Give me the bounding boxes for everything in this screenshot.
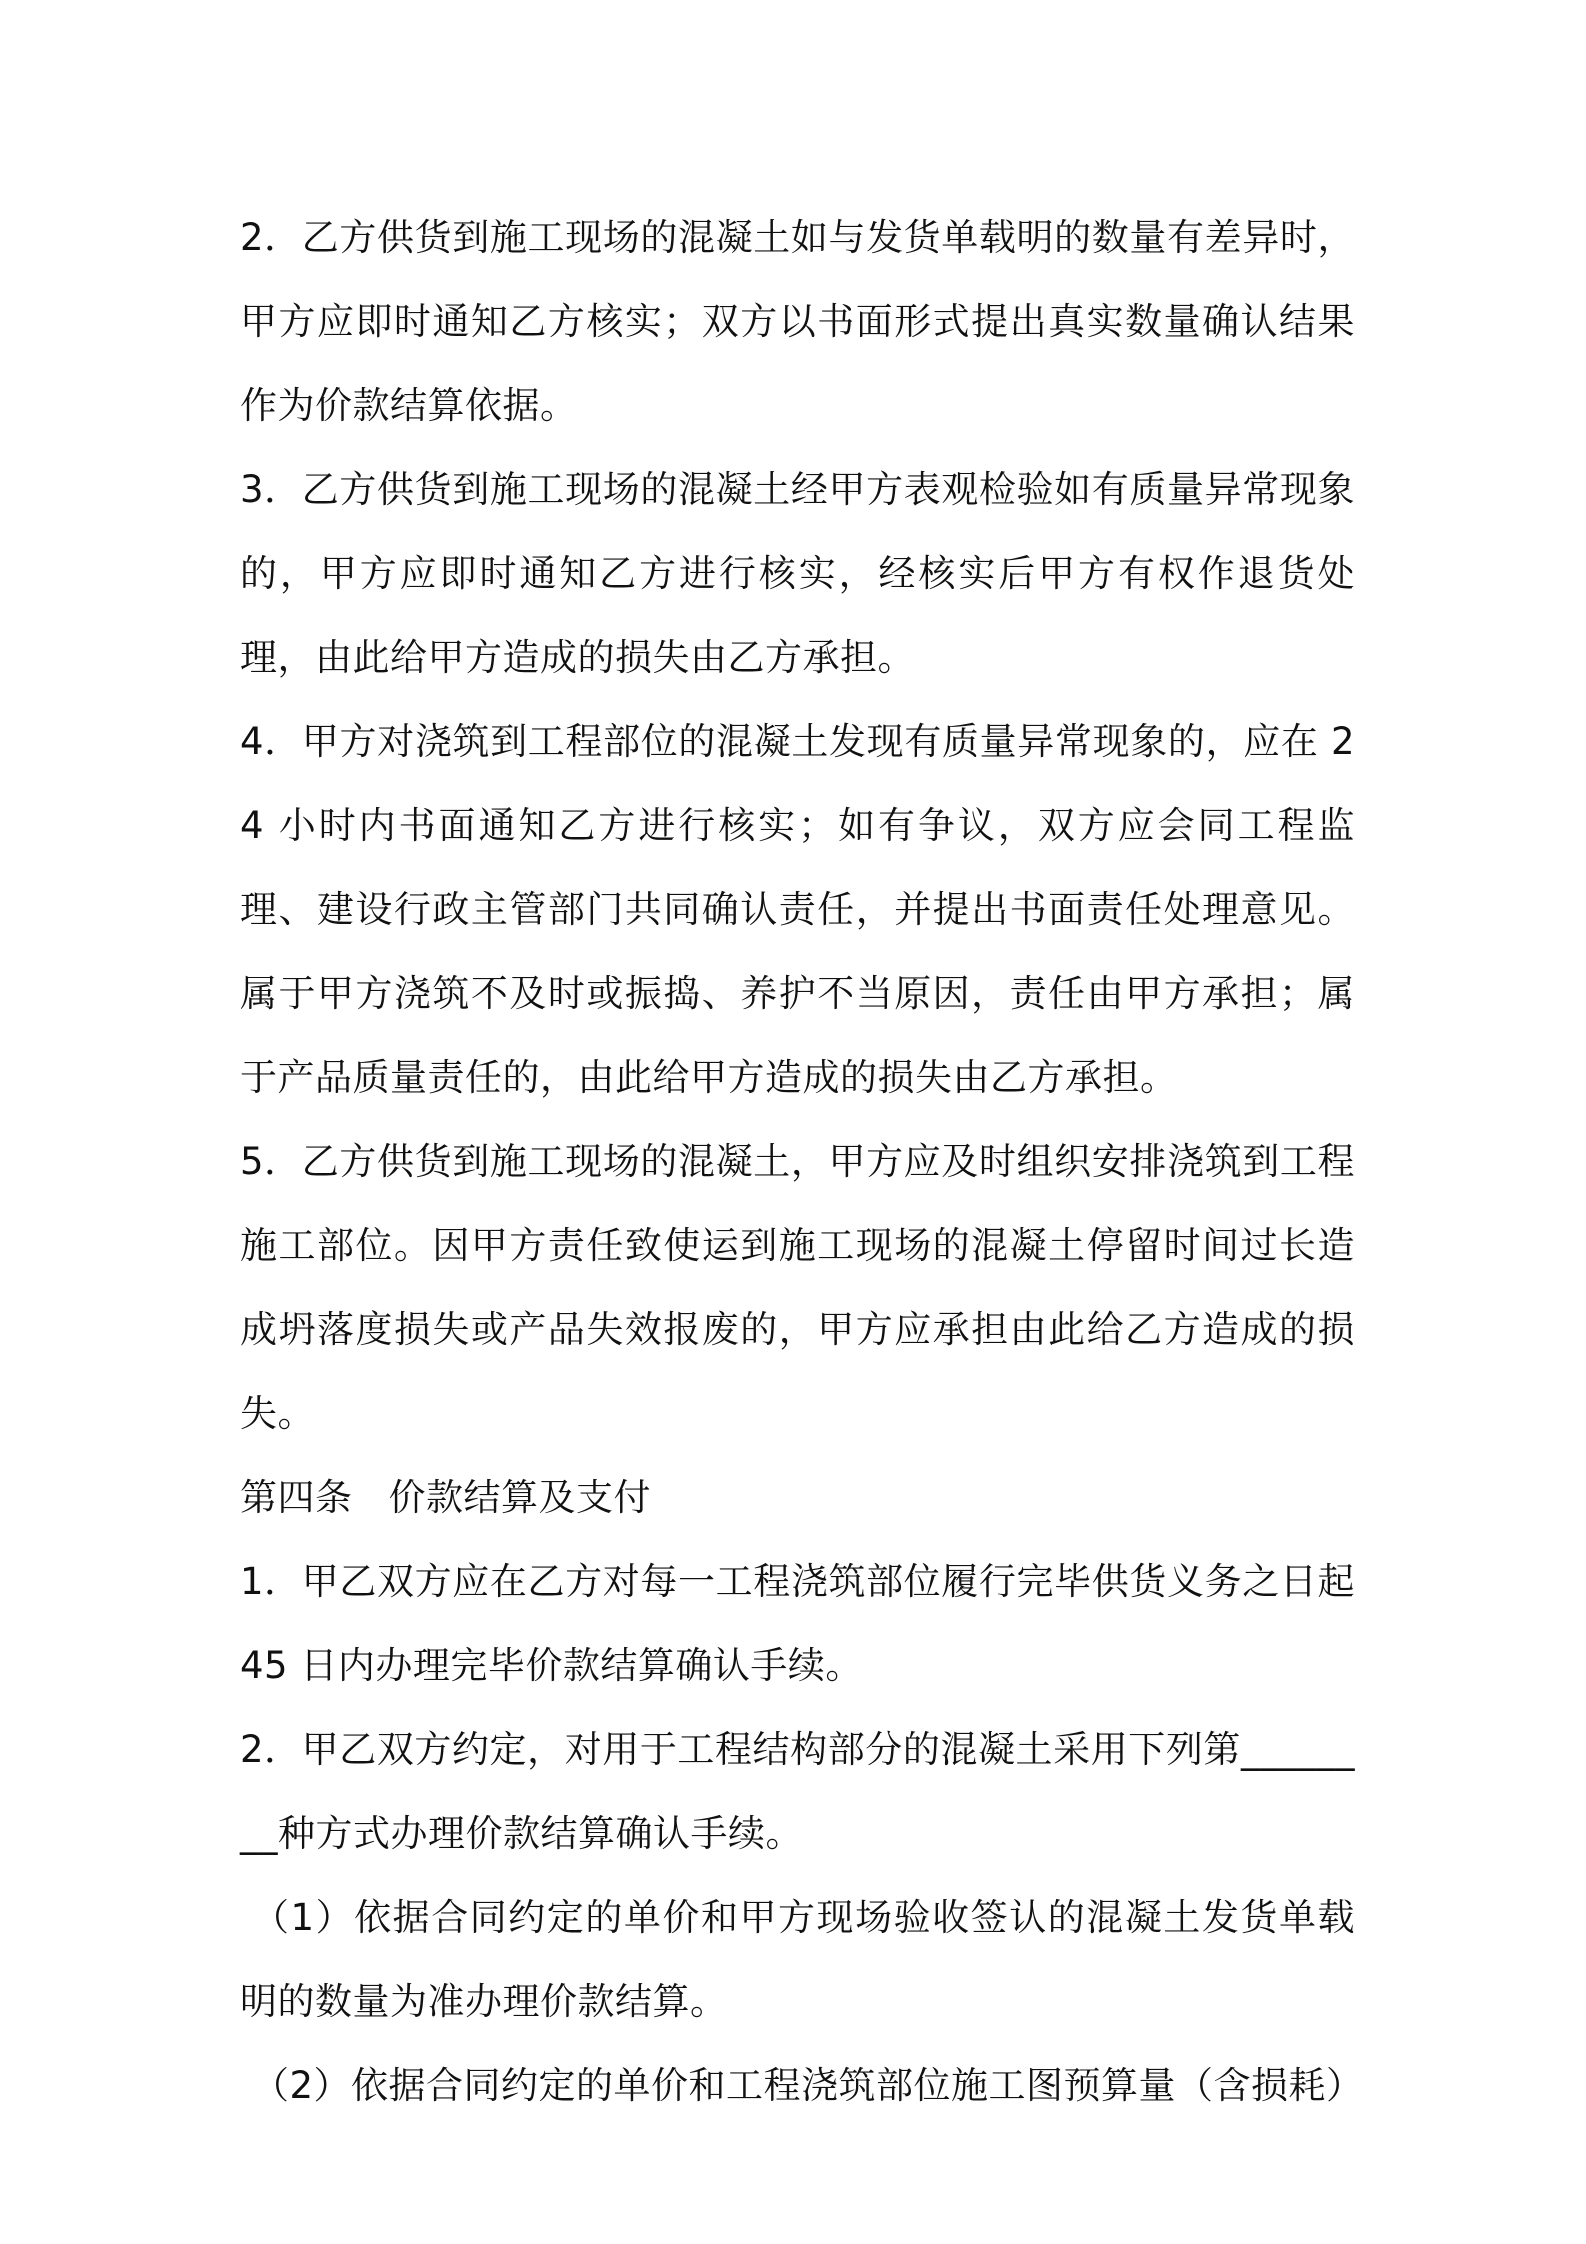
article-4-number: 第四条 xyxy=(240,1476,353,1519)
clause-3-paragraph: 3．乙方供货到施工现场的混凝土经甲方表观检验如有质量异常现象的，甲方应即时通知乙方进行核实，经核实后甲方有权作退货处理，由此给甲方造成的损失由乙方承担。 xyxy=(240,468,1355,679)
article-4-option-1: （1）依据合同约定的单价和甲方现场验收签认的混凝土发货单载明的数量为准办理价款结算。 xyxy=(240,1896,1355,2023)
clause-4-paragraph: 4．甲方对浇筑到工程部位的混凝土发现有质量异常现象的，应在 24 小时内书面通知乙方进行核实；如有争议，双方应会同工程监理、建设行政主管部门共同确认责任，并提出书面责任处理意见。属于甲方浇筑不及时或振捣、养护不当原因，责任由甲方承担；属于产品质量责任的，由此给甲方造成的损失由乙方承担。 xyxy=(240,720,1355,1099)
article-4-clause-2: 2．甲乙双方约定，对用于工程结构部分的混凝土采用下列第________种方式办理价款结算确认手续。 xyxy=(240,1728,1355,1855)
clause-2-paragraph: 2．乙方供货到施工现场的混凝土如与发货单载明的数量有差异时，甲方应即时通知乙方核实；双方以书面形式提出真实数量确认结果作为价款结算依据。 xyxy=(240,216,1355,427)
article-4-option-2: （2）依据合同约定的单价和工程浇筑部位施工图预算量（含损耗） xyxy=(252,2064,1364,2107)
document-body xyxy=(240,196,1364,2128)
article-4-title: 价款结算及支付 xyxy=(388,1476,651,1519)
clause-5-paragraph: 5．乙方供货到施工现场的混凝土，甲方应及时组织安排浇筑到工程施工部位。因甲方责任致使运到施工现场的混凝土停留时间过长造成坍落度损失或产品失效报废的，甲方应承担由此给乙方造成的损失。 xyxy=(240,1140,1355,1435)
article-4-clause-1: 1．甲乙双方应在乙方对每一工程浇筑部位履行完毕供货义务之日起45 日内办理完毕价款结算确认手续。 xyxy=(240,1560,1355,1687)
article-4-heading xyxy=(240,1456,1355,1540)
